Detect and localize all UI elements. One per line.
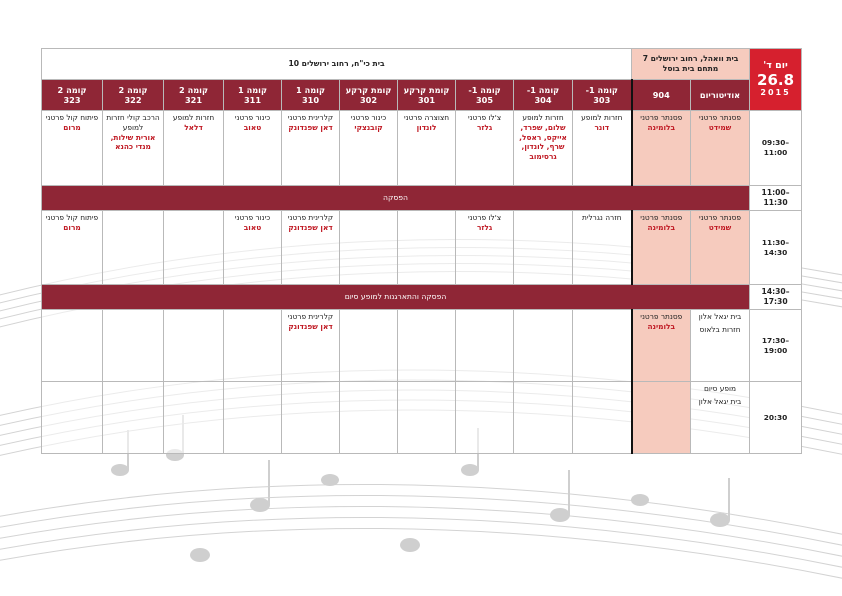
session-cell: פסנתר פרטני שמידט — [691, 211, 750, 285]
session-cell — [398, 211, 456, 285]
col-auditorium: אודיטוריום — [691, 80, 750, 111]
session-cell — [632, 382, 691, 454]
session-cell: קלרינית פרטני דאן שפנדונק — [282, 211, 340, 285]
session-cell — [164, 310, 224, 382]
break-label: הפסקה — [42, 186, 750, 211]
col-304: קומה 1- 304 — [514, 80, 573, 111]
venue-left: בית כי"ח, רחוב ירושלים 10 — [42, 49, 632, 80]
session-cell: הרכב קולי חזרות למופע אורית שילות, מנדי כהנא — [103, 111, 164, 186]
time-cell: 11:30–14:30 — [750, 211, 802, 285]
session-cell — [514, 382, 573, 454]
session-cell — [398, 310, 456, 382]
row-morning — [42, 111, 802, 186]
session-cell: פסנתר פרטני בלומינה — [632, 211, 691, 285]
row-evening — [42, 310, 802, 382]
session-cell — [224, 310, 282, 382]
time-cell: 14:30–17:30 — [750, 285, 802, 310]
schedule-table — [41, 48, 802, 454]
time-cell: 09:30–11:00 — [750, 111, 802, 186]
session-cell: פסנתר פרטני שמידט — [691, 111, 750, 186]
venue-header-row — [42, 49, 802, 80]
session-cell: צ'לו פרטני גלזר — [456, 111, 514, 186]
session-cell — [103, 382, 164, 454]
session-cell — [224, 382, 282, 454]
col-302: קומת קרקע 302 — [340, 80, 398, 111]
session-cell: חזרות למופע שלום, שפרד, אייקס, ראסל, שרף, לונדון, גרסימוב — [514, 111, 573, 186]
session-cell — [573, 310, 632, 382]
session-cell: קלרינית פרטני דאן שפנדונק — [282, 111, 340, 186]
session-cell: חזרות למופע דלאל — [164, 111, 224, 186]
session-cell: כינור פרטני טאוב — [224, 211, 282, 285]
session-cell — [456, 310, 514, 382]
row-midday — [42, 211, 802, 285]
session-cell: חזרות למופע דונר — [573, 111, 632, 186]
session-cell: פסנתר פרטני בלומינה — [632, 310, 691, 382]
col-322: קומה 2 322 — [103, 80, 164, 111]
session-cell: חזרה נגרלית — [573, 211, 632, 285]
break-row — [42, 186, 802, 211]
session-cell — [514, 310, 573, 382]
session-cell — [340, 310, 398, 382]
time-cell: 17:30–19:00 — [750, 310, 802, 382]
session-cell — [340, 211, 398, 285]
session-cell: פיתוח קול פרטני מרום — [42, 111, 103, 186]
session-cell: פסנתר פרטני בלומינה — [632, 111, 691, 186]
session-cell: צ'לו פרטני גלזר — [456, 211, 514, 285]
col-303: קומה 1- 303 — [573, 80, 632, 111]
row-night — [42, 382, 802, 454]
session-cell: פיתוח קול פרטני מרום — [42, 211, 103, 285]
session-cell — [282, 382, 340, 454]
day-year: 2015 — [760, 88, 791, 98]
session-cell: כינור פרטני טאוב — [224, 111, 282, 186]
session-cell — [103, 310, 164, 382]
session-cell — [42, 382, 103, 454]
break-label: הפסקה והתארגנות למופע סיום — [42, 285, 750, 310]
col-305: קומה 1- 305 — [456, 80, 514, 111]
session-cell — [573, 382, 632, 454]
day-cell — [750, 49, 802, 111]
session-cell: מופע סיום בית יגאל אלון — [691, 382, 750, 454]
col-321: קומה 2 321 — [164, 80, 224, 111]
day-name: יום ד' — [763, 60, 788, 72]
session-cell — [340, 382, 398, 454]
session-cell — [164, 211, 224, 285]
session-cell: כינור פרטני קובנצקי — [340, 111, 398, 186]
col-311: קומה 1 311 — [224, 80, 282, 111]
session-cell — [42, 310, 103, 382]
session-cell — [164, 382, 224, 454]
session-cell: קלרינית פרטני דאן שפנדונק — [282, 310, 340, 382]
room-header-row — [42, 80, 802, 111]
session-cell — [514, 211, 573, 285]
session-cell — [456, 382, 514, 454]
time-cell: 20:30 — [750, 382, 802, 454]
time-cell: 11:00–11:30 — [750, 186, 802, 211]
col-301: קומת קרקע 301 — [398, 80, 456, 111]
session-cell — [398, 382, 456, 454]
col-310: קומה 1 310 — [282, 80, 340, 111]
session-cell: חצוצרה פרטני לונדון — [398, 111, 456, 186]
break-row — [42, 285, 802, 310]
venue-right: בית וואהל, רחוב ירושלים 7 מתחם בית בוסל — [632, 49, 750, 80]
day-date: 26.8 — [757, 70, 795, 89]
col-904: 904 — [632, 80, 691, 111]
session-cell — [103, 211, 164, 285]
session-cell: בית יגאל אלון חזרות בלאוס — [691, 310, 750, 382]
col-323: קומה 2 323 — [42, 80, 103, 111]
